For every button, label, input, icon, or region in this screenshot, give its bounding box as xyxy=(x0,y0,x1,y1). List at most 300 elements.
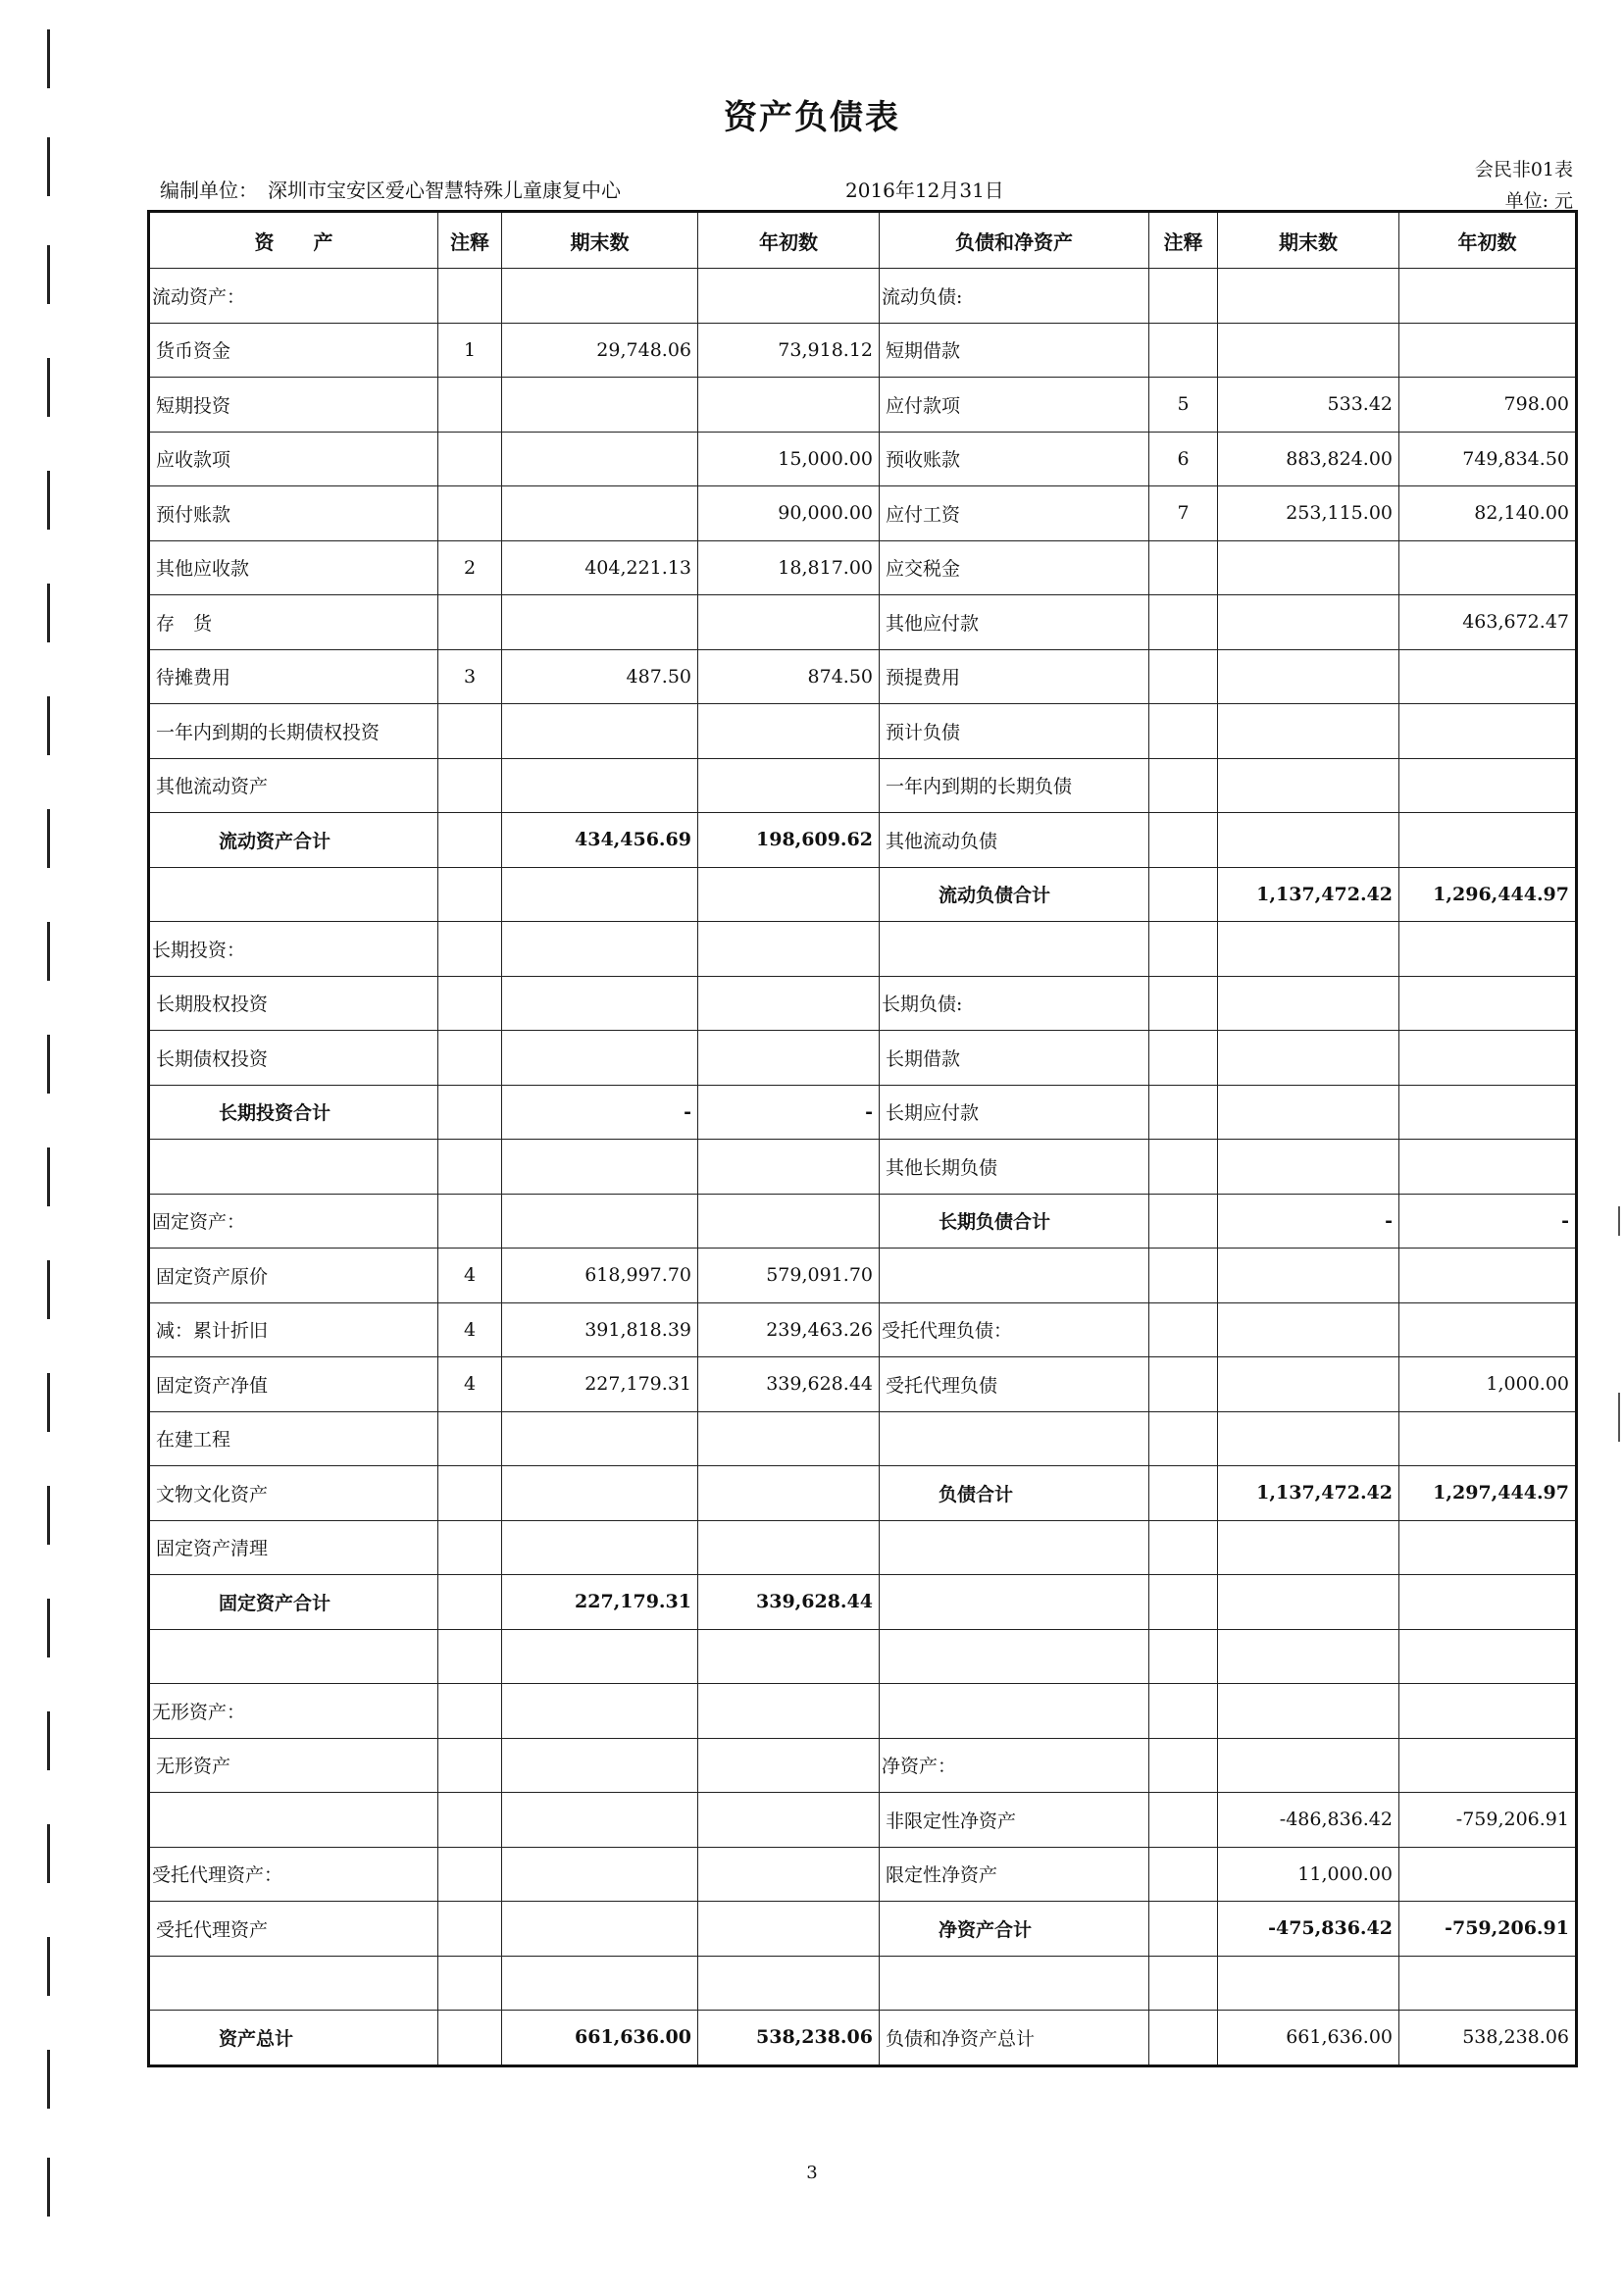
table-row xyxy=(149,1575,1577,1630)
liability-note xyxy=(1149,1031,1218,1086)
asset-end-value xyxy=(502,1738,698,1793)
liability-end-value xyxy=(1218,1357,1399,1412)
asset-item-label: 存 货 xyxy=(149,595,438,650)
liability-begin-value xyxy=(1399,1684,1577,1739)
asset-item-label: 应收款项 xyxy=(149,432,438,486)
asset-begin-value: 15,000.00 xyxy=(698,432,880,486)
asset-begin-value xyxy=(698,867,880,922)
asset-begin-value: 874.50 xyxy=(698,649,880,704)
liability-begin-value: 1,000.00 xyxy=(1399,1357,1577,1412)
side-mark xyxy=(1618,1206,1620,1236)
liability-item-label: 净资产： xyxy=(880,1738,1149,1793)
liability-end-value xyxy=(1218,1302,1399,1357)
liability-note xyxy=(1149,1249,1218,1303)
asset-end-value: 391,818.39 xyxy=(502,1302,698,1357)
asset-end-value xyxy=(502,1847,698,1902)
asset-note xyxy=(438,1847,502,1902)
liability-end-value xyxy=(1218,976,1399,1031)
liability-end-value: 253,115.00 xyxy=(1218,486,1399,541)
table-row xyxy=(149,1738,1577,1793)
liability-item-label: 其他应付款 xyxy=(880,595,1149,650)
asset-item-label: 长期投资合计 xyxy=(149,1085,438,1140)
asset-note xyxy=(438,758,502,813)
liability-end-value: -486,836.42 xyxy=(1218,1793,1399,1848)
liability-end-value: 1,137,472.42 xyxy=(1218,867,1399,922)
liability-item-label: 其他长期负债 xyxy=(880,1140,1149,1195)
org-name: 深圳市宝安区爱心智慧特殊儿童康复中心 xyxy=(268,178,621,202)
liability-begin-value xyxy=(1399,1249,1577,1303)
asset-begin-value xyxy=(698,922,880,977)
asset-item-label: 无形资产： xyxy=(149,1684,438,1739)
liability-note xyxy=(1149,704,1218,759)
liability-begin-value xyxy=(1399,1085,1577,1140)
binding-mark xyxy=(47,245,50,304)
asset-begin-value: 339,628.44 xyxy=(698,1357,880,1412)
asset-begin-value xyxy=(698,1684,880,1739)
table-row xyxy=(149,976,1577,1031)
asset-item-label: 待摊费用 xyxy=(149,649,438,704)
asset-begin-value: - xyxy=(698,1085,880,1140)
asset-item-label: 固定资产原价 xyxy=(149,1249,438,1303)
asset-item-label: 预付账款 xyxy=(149,486,438,541)
table-row xyxy=(149,813,1577,868)
liability-item-label: 受托代理负债： xyxy=(880,1302,1149,1357)
asset-note xyxy=(438,1194,502,1249)
liability-note xyxy=(1149,813,1218,868)
asset-begin-value: 239,463.26 xyxy=(698,1302,880,1357)
liability-note xyxy=(1149,2011,1218,2066)
liability-begin-value xyxy=(1399,269,1577,324)
binding-mark xyxy=(47,1711,50,1770)
asset-end-value xyxy=(502,1411,698,1466)
liability-item-label: 净资产合计 xyxy=(880,1902,1149,1957)
liability-end-value xyxy=(1218,595,1399,650)
liability-item-label xyxy=(880,1684,1149,1739)
liability-item-label: 应付款项 xyxy=(880,378,1149,433)
liability-begin-value xyxy=(1399,758,1577,813)
unit-line xyxy=(1505,186,1573,213)
asset-item-label: 减：累计折旧 xyxy=(149,1302,438,1357)
asset-item-label: 文物文化资产 xyxy=(149,1466,438,1521)
liability-end-value xyxy=(1218,1140,1399,1195)
asset-end-value: 227,179.31 xyxy=(502,1575,698,1630)
asset-end-value xyxy=(502,1466,698,1521)
liability-note xyxy=(1149,1302,1218,1357)
liability-item-label: 长期负债合计 xyxy=(880,1194,1149,1249)
asset-begin-value xyxy=(698,1194,880,1249)
unit-value: 元 xyxy=(1553,190,1573,212)
asset-begin-value: 73,918.12 xyxy=(698,323,880,378)
asset-end-value: 227,179.31 xyxy=(502,1357,698,1412)
asset-note xyxy=(438,595,502,650)
liability-item-label xyxy=(880,1956,1149,2011)
table-row xyxy=(149,323,1577,378)
asset-begin-value: 339,628.44 xyxy=(698,1575,880,1630)
asset-note xyxy=(438,976,502,1031)
liability-note: 6 xyxy=(1149,432,1218,486)
binding-mark xyxy=(47,358,50,417)
liability-item-label: 预提费用 xyxy=(880,649,1149,704)
liability-note: 5 xyxy=(1149,378,1218,433)
table-row xyxy=(149,867,1577,922)
liability-item-label: 流动负债合计 xyxy=(880,867,1149,922)
liability-item-label: 预计负债 xyxy=(880,704,1149,759)
liability-end-value xyxy=(1218,323,1399,378)
liability-note xyxy=(1149,540,1218,595)
asset-note xyxy=(438,378,502,433)
asset-end-value: 404,221.13 xyxy=(502,540,698,595)
liability-end-value xyxy=(1218,1249,1399,1303)
table-row xyxy=(149,2011,1577,2066)
asset-end-value xyxy=(502,1793,698,1848)
asset-begin-value xyxy=(698,704,880,759)
table-row xyxy=(149,758,1577,813)
asset-item-label: 其他应收款 xyxy=(149,540,438,595)
binding-mark xyxy=(47,696,50,755)
liability-begin-value xyxy=(1399,540,1577,595)
liability-end-value: - xyxy=(1218,1194,1399,1249)
asset-end-value xyxy=(502,269,698,324)
table-row xyxy=(149,649,1577,704)
asset-note xyxy=(438,1575,502,1630)
liability-item-label: 应交税金 xyxy=(880,540,1149,595)
asset-begin-value: 18,817.00 xyxy=(698,540,880,595)
asset-note xyxy=(438,269,502,324)
liability-end-value xyxy=(1218,1411,1399,1466)
organization-line xyxy=(160,175,621,203)
asset-note xyxy=(438,1902,502,1957)
asset-note xyxy=(438,867,502,922)
column-header: 资 产 xyxy=(149,212,438,269)
asset-begin-value xyxy=(698,269,880,324)
liability-begin-value xyxy=(1399,704,1577,759)
binding-mark xyxy=(47,584,50,642)
asset-end-value: - xyxy=(502,1085,698,1140)
liability-end-value xyxy=(1218,704,1399,759)
liability-note xyxy=(1149,758,1218,813)
asset-end-value xyxy=(502,867,698,922)
liability-end-value xyxy=(1218,1738,1399,1793)
liability-end-value xyxy=(1218,540,1399,595)
liability-begin-value xyxy=(1399,1956,1577,2011)
liability-begin-value xyxy=(1399,1575,1577,1630)
asset-end-value: 29,748.06 xyxy=(502,323,698,378)
binding-mark xyxy=(47,1035,50,1094)
asset-note: 4 xyxy=(438,1302,502,1357)
binding-mark xyxy=(47,1824,50,1883)
liability-begin-value: 1,297,444.97 xyxy=(1399,1466,1577,1521)
table-row xyxy=(149,378,1577,433)
asset-note: 3 xyxy=(438,649,502,704)
liability-end-value xyxy=(1218,269,1399,324)
binding-mark xyxy=(47,2050,50,2109)
liability-item-label: 短期借款 xyxy=(880,323,1149,378)
liability-note xyxy=(1149,1466,1218,1521)
table-row xyxy=(149,1520,1577,1575)
liability-begin-value xyxy=(1399,976,1577,1031)
column-header: 期末数 xyxy=(1218,212,1399,269)
liability-begin-value xyxy=(1399,1031,1577,1086)
liability-note xyxy=(1149,1085,1218,1140)
asset-end-value xyxy=(502,704,698,759)
asset-item-label: 固定资产净值 xyxy=(149,1357,438,1412)
asset-note xyxy=(438,1520,502,1575)
asset-begin-value: 579,091.70 xyxy=(698,1249,880,1303)
liability-note xyxy=(1149,976,1218,1031)
asset-item-label xyxy=(149,867,438,922)
asset-end-value xyxy=(502,378,698,433)
liability-end-value xyxy=(1218,1629,1399,1684)
asset-end-value xyxy=(502,1684,698,1739)
liability-item-label: 非限定性净资产 xyxy=(880,1793,1149,1848)
asset-item-label xyxy=(149,1629,438,1684)
liability-begin-value xyxy=(1399,649,1577,704)
side-mark xyxy=(1618,1393,1620,1442)
liability-note xyxy=(1149,1140,1218,1195)
asset-end-value xyxy=(502,758,698,813)
liability-begin-value xyxy=(1399,1847,1577,1902)
liability-note xyxy=(1149,1520,1218,1575)
asset-end-value xyxy=(502,595,698,650)
liability-begin-value xyxy=(1399,813,1577,868)
asset-note: 4 xyxy=(438,1249,502,1303)
unit-label: 单位: xyxy=(1504,190,1548,212)
liability-note xyxy=(1149,323,1218,378)
liability-begin-value: 463,672.47 xyxy=(1399,595,1577,650)
liability-begin-value: -759,206.91 xyxy=(1399,1902,1577,1957)
asset-item-label: 其他流动资产 xyxy=(149,758,438,813)
asset-item-label: 流动资产： xyxy=(149,269,438,324)
column-header: 负债和净资产 xyxy=(880,212,1149,269)
asset-end-value xyxy=(502,1031,698,1086)
table-row xyxy=(149,1956,1577,2011)
liability-begin-value: 798.00 xyxy=(1399,378,1577,433)
asset-begin-value: 538,238.06 xyxy=(698,2011,880,2066)
asset-end-value xyxy=(502,1956,698,2011)
liability-begin-value xyxy=(1399,1302,1577,1357)
asset-item-label: 流动资产合计 xyxy=(149,813,438,868)
table-row xyxy=(149,1249,1577,1303)
liability-note: 7 xyxy=(1149,486,1218,541)
liability-item-label xyxy=(880,1411,1149,1466)
liability-note xyxy=(1149,1738,1218,1793)
liability-item-label: 长期应付款 xyxy=(880,1085,1149,1140)
liability-item-label xyxy=(880,1249,1149,1303)
asset-note xyxy=(438,922,502,977)
liability-note xyxy=(1149,1194,1218,1249)
table-row xyxy=(149,1902,1577,1957)
liability-begin-value: 538,238.06 xyxy=(1399,2011,1577,2066)
asset-end-value: 618,997.70 xyxy=(502,1249,698,1303)
table-row xyxy=(149,269,1577,324)
liability-begin-value xyxy=(1399,323,1577,378)
liability-end-value xyxy=(1218,1085,1399,1140)
asset-end-value: 434,456.69 xyxy=(502,813,698,868)
asset-end-value xyxy=(502,1902,698,1957)
asset-item-label: 在建工程 xyxy=(149,1411,438,1466)
liability-end-value xyxy=(1218,1684,1399,1739)
table-row xyxy=(149,432,1577,486)
binding-mark xyxy=(47,471,50,530)
table-header-row xyxy=(149,212,1577,269)
asset-note xyxy=(438,2011,502,2066)
asset-begin-value xyxy=(698,1140,880,1195)
asset-begin-value xyxy=(698,758,880,813)
table-row xyxy=(149,1357,1577,1412)
table-row xyxy=(149,1140,1577,1195)
liability-note xyxy=(1149,1629,1218,1684)
asset-begin-value xyxy=(698,1793,880,1848)
table-row xyxy=(149,540,1577,595)
binding-mark xyxy=(47,922,50,981)
liability-note xyxy=(1149,1411,1218,1466)
page-number: 3 xyxy=(806,2163,818,2183)
form-code: 会民非01表 xyxy=(1474,159,1573,180)
liability-item-label xyxy=(880,1575,1149,1630)
table-row xyxy=(149,1302,1577,1357)
asset-end-value: 487.50 xyxy=(502,649,698,704)
asset-item-label: 资产总计 xyxy=(149,2011,438,2066)
liability-note xyxy=(1149,867,1218,922)
liability-item-label xyxy=(880,922,1149,977)
liability-item-label: 应付工资 xyxy=(880,486,1149,541)
liability-note xyxy=(1149,922,1218,977)
asset-note xyxy=(438,1031,502,1086)
table-row xyxy=(149,922,1577,977)
asset-begin-value xyxy=(698,595,880,650)
liability-end-value: -475,836.42 xyxy=(1218,1902,1399,1957)
binding-mark xyxy=(47,137,50,196)
asset-note xyxy=(438,704,502,759)
asset-end-value xyxy=(502,976,698,1031)
liability-end-value xyxy=(1218,813,1399,868)
binding-mark xyxy=(47,1260,50,1319)
asset-note xyxy=(438,813,502,868)
balance-sheet-table xyxy=(147,210,1578,2067)
column-header: 年初数 xyxy=(1399,212,1577,269)
liability-note xyxy=(1149,595,1218,650)
asset-item-label: 一年内到期的长期债权投资 xyxy=(149,704,438,759)
asset-item-label: 固定资产： xyxy=(149,1194,438,1249)
liability-note xyxy=(1149,649,1218,704)
asset-end-value: 661,636.00 xyxy=(502,2011,698,2066)
asset-begin-value xyxy=(698,1031,880,1086)
table-row xyxy=(149,704,1577,759)
table-row xyxy=(149,1629,1577,1684)
table-row xyxy=(149,1085,1577,1140)
asset-item-label: 短期投资 xyxy=(149,378,438,433)
asset-item-label xyxy=(149,1140,438,1195)
table-row xyxy=(149,1194,1577,1249)
asset-item-label: 长期债权投资 xyxy=(149,1031,438,1086)
asset-end-value xyxy=(502,1194,698,1249)
asset-item-label: 固定资产合计 xyxy=(149,1575,438,1630)
asset-end-value xyxy=(502,1520,698,1575)
asset-note xyxy=(438,1793,502,1848)
table-body xyxy=(149,269,1577,2066)
liability-begin-value xyxy=(1399,1629,1577,1684)
asset-begin-value xyxy=(698,1847,880,1902)
table-row xyxy=(149,595,1577,650)
liability-begin-value: 1,296,444.97 xyxy=(1399,867,1577,922)
table-row xyxy=(149,1684,1577,1739)
column-header: 期末数 xyxy=(502,212,698,269)
liability-item-label: 负债和净资产总计 xyxy=(880,2011,1149,2066)
liability-end-value xyxy=(1218,922,1399,977)
liability-end-value: 661,636.00 xyxy=(1218,2011,1399,2066)
liability-begin-value xyxy=(1399,922,1577,977)
liability-note xyxy=(1149,1956,1218,2011)
liability-note xyxy=(1149,1575,1218,1630)
asset-note: 2 xyxy=(438,540,502,595)
liability-begin-value: -759,206.91 xyxy=(1399,1793,1577,1848)
binding-mark xyxy=(47,1599,50,1657)
liability-item-label: 一年内到期的长期负债 xyxy=(880,758,1149,813)
liability-item-label: 流动负债: xyxy=(880,269,1149,324)
asset-item-label: 受托代理资产 xyxy=(149,1902,438,1957)
asset-end-value xyxy=(502,486,698,541)
asset-item-label: 受托代理资产： xyxy=(149,1847,438,1902)
asset-begin-value: 90,000.00 xyxy=(698,486,880,541)
asset-note xyxy=(438,486,502,541)
asset-begin-value xyxy=(698,1738,880,1793)
page-title: 资产负债表 xyxy=(724,98,900,137)
column-header: 注释 xyxy=(1149,212,1218,269)
binding-mark xyxy=(47,1937,50,1996)
liability-begin-value: - xyxy=(1399,1194,1577,1249)
liability-item-label: 预收账款 xyxy=(880,432,1149,486)
asset-item-label xyxy=(149,1793,438,1848)
binding-mark xyxy=(47,1373,50,1432)
table-row xyxy=(149,1411,1577,1466)
asset-note xyxy=(438,1629,502,1684)
asset-begin-value xyxy=(698,1411,880,1466)
liability-begin-value xyxy=(1399,1140,1577,1195)
asset-note xyxy=(438,1738,502,1793)
liability-note xyxy=(1149,1847,1218,1902)
asset-begin-value xyxy=(698,1902,880,1957)
liability-note xyxy=(1149,1793,1218,1848)
liability-note xyxy=(1149,1902,1218,1957)
asset-end-value xyxy=(502,1629,698,1684)
asset-end-value xyxy=(502,922,698,977)
liability-item-label xyxy=(880,1520,1149,1575)
liability-begin-value xyxy=(1399,1738,1577,1793)
asset-item-label: 固定资产清理 xyxy=(149,1520,438,1575)
asset-begin-value xyxy=(698,378,880,433)
column-header: 年初数 xyxy=(698,212,880,269)
asset-begin-value: 198,609.62 xyxy=(698,813,880,868)
liability-note xyxy=(1149,1357,1218,1412)
liability-item-label: 长期负债: xyxy=(880,976,1149,1031)
asset-begin-value xyxy=(698,1520,880,1575)
asset-item-label: 长期投资： xyxy=(149,922,438,977)
asset-begin-value xyxy=(698,1466,880,1521)
asset-note xyxy=(438,1956,502,2011)
liability-end-value: 883,824.00 xyxy=(1218,432,1399,486)
binding-mark xyxy=(47,29,50,88)
liability-end-value: 533.42 xyxy=(1218,378,1399,433)
liability-item-label: 其他流动负债 xyxy=(880,813,1149,868)
table-row xyxy=(149,1031,1577,1086)
asset-note xyxy=(438,432,502,486)
report-date: 2016年12月31日 xyxy=(845,178,1004,202)
binding-mark xyxy=(47,809,50,868)
liability-end-value xyxy=(1218,1575,1399,1630)
liability-end-value xyxy=(1218,649,1399,704)
liability-end-value xyxy=(1218,1520,1399,1575)
binding-mark xyxy=(47,1486,50,1545)
